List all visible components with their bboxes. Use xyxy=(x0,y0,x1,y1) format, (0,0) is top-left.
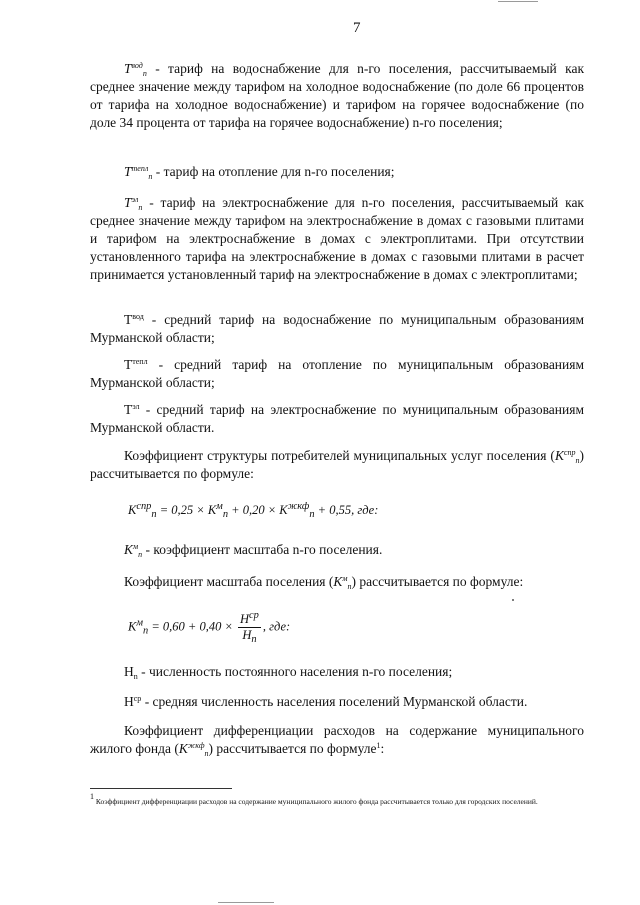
symbol: $Н_n$ xyxy=(124,664,138,681)
symbol: $K^м_n$ xyxy=(124,542,143,559)
top-rule xyxy=(498,1,538,2)
symbol: $T^{вод}_n$ xyxy=(124,61,147,78)
scale-coefficient-symbol: $K^м_n$ xyxy=(333,574,352,591)
footnote-separator xyxy=(90,788,232,789)
page-number: 7 xyxy=(353,20,361,36)
definition-average-heating-tariff xyxy=(90,356,584,392)
population-fraction: $\frac{H^{ср}}{H_n}$ xyxy=(240,610,259,645)
scale-coefficient-formula: $K^м_n = 0,60 + 0,40$ × $\frac{H^{ср}}{H_n}$ , где: xyxy=(128,610,291,645)
scale-coefficient-definition: $K^м_n$ - коэффициент масштаба n-го поселения. xyxy=(124,542,383,559)
structure-coefficient-formula: $K^{спр}_n = 0,25 \times K^м_n + 0,20 \times K^{жкф}_n + 0,55$, где: xyxy=(128,501,379,520)
symbol: $T^{тепл}$ xyxy=(124,357,148,372)
footnote-mark: 1 xyxy=(90,792,94,801)
definition-text: - тариф на водоснабжение для n-го поселения, рассчитываемый как среднее значение между тарифом на холодное водоснабжение (по доле 66 процентов от тарифа на холодное водоснабжение) и тарифом на горячее водоснабжение (по доле 34 процента от тарифа на горячее водоснабжение) n-го поселения; xyxy=(90,61,585,130)
housing-coefficient-symbol: $K^{жкф}_n$ xyxy=(178,741,209,758)
symbol: $T^{вод}$ xyxy=(124,312,144,327)
definition-average-electricity-tariff xyxy=(90,401,584,437)
footnote xyxy=(90,792,584,807)
symbol: $T^{эл}$ xyxy=(124,402,140,417)
footnote-text: Коэффициент дифференциации расходов на содержание муниципального жилого фонда рассчитывается только для городских поселений. xyxy=(95,797,538,806)
scan-speck xyxy=(512,599,514,601)
scale-coefficient-paragraph: Коэффициент масштаба поселения $(K^м_n)$ рассчитывается по формуле: xyxy=(124,574,524,591)
definition-text: - средний тариф на отопление по муниципальным образованиям Мурманской области; xyxy=(90,357,585,390)
definition-text: - средний тариф на водоснабжение по муниципальным образованиям Мурманской области; xyxy=(90,312,585,345)
definition-heating-tariff xyxy=(90,163,584,181)
symbol: $Н^{ср}$ xyxy=(124,694,142,709)
definition-electricity-tariff xyxy=(90,194,584,284)
definition-text: - тариф на электроснабжение для n-го поселения, рассчитываемый как среднее значение между тарифом на электроснабжение в домах с газовыми плитами и тарифом на электроснабжение в домах с электроплитами. При отсутствии установленного тарифа на электроснабжение в домах с газовыми плитами в расчет принимается установленный тариф на электроснабжение в домах с электроплитами; xyxy=(90,195,584,282)
definition-average-water-tariff xyxy=(90,311,584,347)
definition-water-tariff xyxy=(90,60,584,132)
bottom-rule xyxy=(218,902,274,903)
structure-coefficient-symbol: $K^{спр}_n$ xyxy=(554,448,580,465)
definition-text: - средний тариф на электроснабжение по муниципальным образованиям Мурманской области. xyxy=(90,402,584,435)
housing-coefficient-paragraph: Коэффициент дифференциации расходов на содержание муниципального жилого фонда $(K^{жкф}_n)$ рассчитывается по формуле$^1$: xyxy=(90,723,584,758)
average-population-definition: $Н^{ср}$ - средняя численность населения поселений Мурманской области. xyxy=(124,694,528,709)
population-definition: $Н_n$ - численность постоянного населения n-го поселения; xyxy=(124,664,453,681)
symbol: $T^{тепл}_n$ xyxy=(124,164,153,181)
definition-text: - тариф на отопление для n-го поселения; xyxy=(155,164,395,179)
footnote-reference: 1 xyxy=(376,741,381,750)
symbol: $T^{эл}_n$ xyxy=(124,195,143,212)
structure-coefficient-paragraph: Коэффициент структуры потребителей муниципальных услуг поселения $(K^{спр}_n)$ рассчитывается по формуле: xyxy=(90,448,585,481)
